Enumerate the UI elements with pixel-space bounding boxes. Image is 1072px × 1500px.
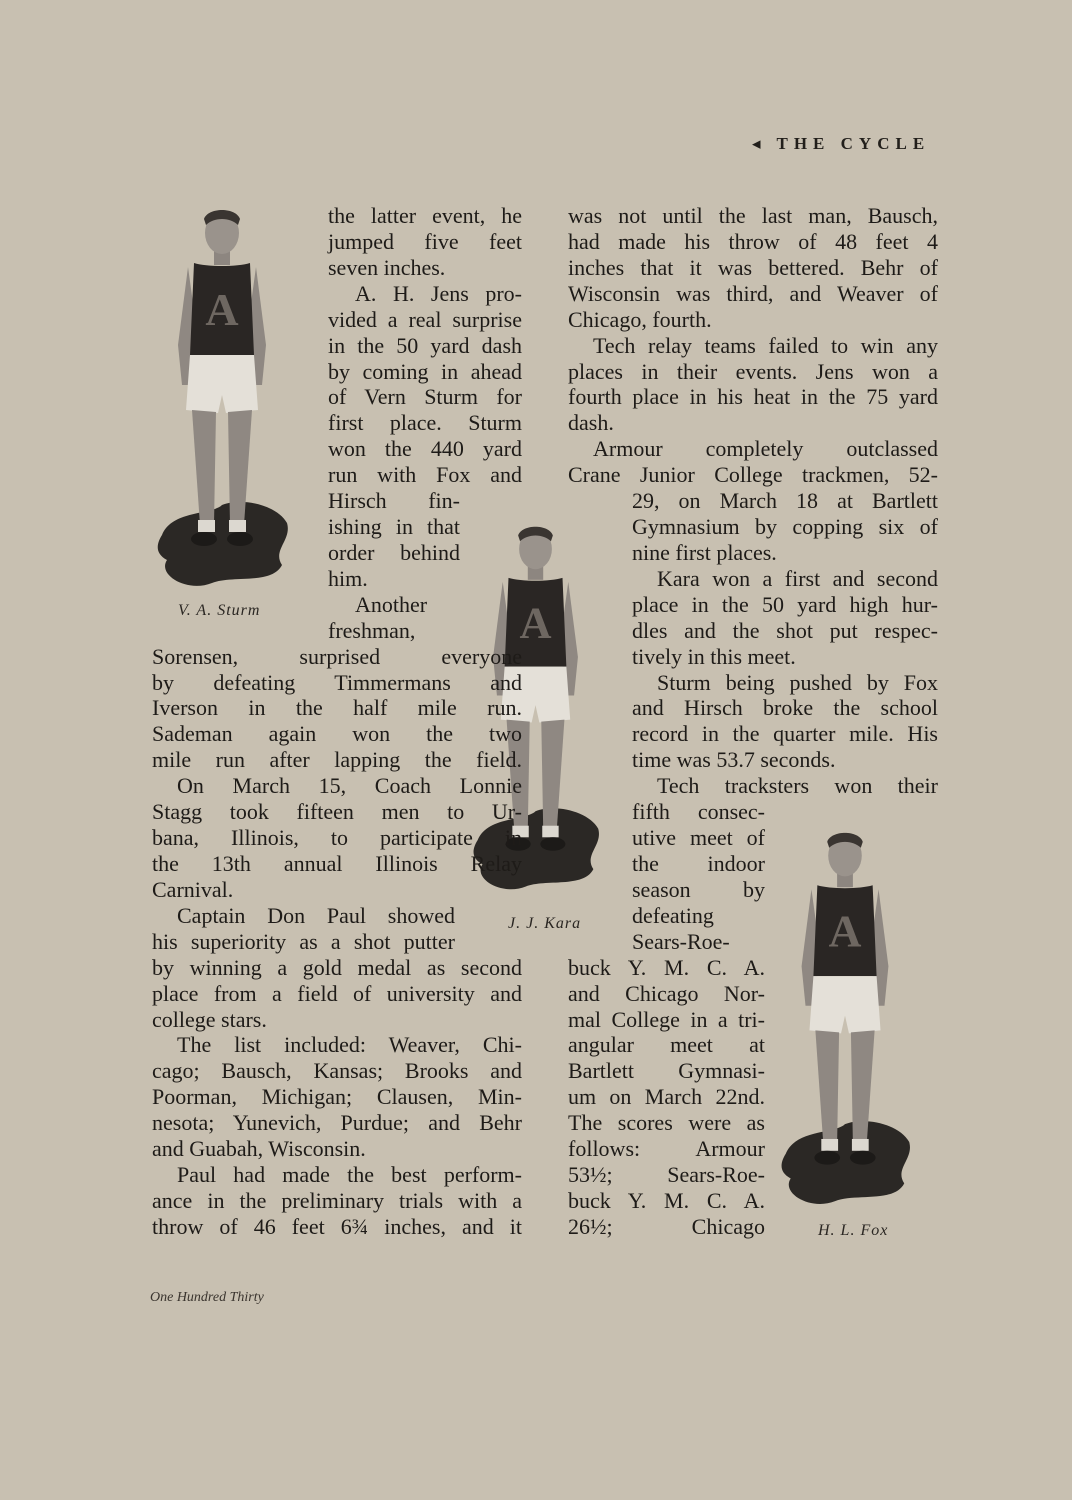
right-column-text-line: nine first places. (632, 539, 777, 565)
page-number: One Hundred Thirty (150, 1290, 264, 1305)
caption-kara: J. J. Kara (508, 915, 582, 932)
right-column-text-line: um on March 22nd. (568, 1084, 765, 1110)
right-column-text-line: Armour completely outclassed (593, 436, 938, 462)
left-column-text-line: and Guabah, Wisconsin. (152, 1136, 366, 1162)
left-column-text-line: Stagg took fifteen men to Ur- (152, 799, 522, 825)
left-column-text-line: throw of 46 feet 6¾ inches, and it (152, 1213, 522, 1239)
left-column-text-line: seven inches. (328, 254, 446, 280)
left-column-text-line: the latter event, he (328, 203, 522, 228)
left-column-text-line: his superiority as a shot putter (152, 928, 455, 954)
left-column-text-line: freshman, (328, 617, 416, 643)
right-column-text-line: place in the 50 yard high hur- (632, 591, 938, 617)
right-column-text-line: was not until the last man, Bausch, (568, 203, 938, 228)
right-column-text-line: mal College in a tri- (568, 1006, 765, 1032)
left-column-text-line: vided a real surprise (328, 306, 522, 332)
triangle-left-icon: ◂ (752, 134, 767, 153)
right-column-text-line: inches that it was bettered. Behr of (568, 254, 938, 280)
left-column-text-line: jumped five feet (328, 228, 522, 254)
right-column-text-line: Sears-Roe- (632, 928, 730, 954)
left-column-text-line: by coming in ahead (328, 358, 522, 384)
right-column-text-line: dles and the shot put respec- (632, 617, 938, 643)
left-column-text-line: won the 440 yard (328, 436, 522, 462)
right-column-text-line: follows: Armour (568, 1136, 765, 1162)
right-column-text-line: Chicago, fourth. (568, 306, 712, 332)
right-column-text-line: Kara won a first and second (657, 565, 938, 591)
right-column-text-line: season by (632, 876, 765, 902)
right-column-text-line: Crane Junior College trackmen, 52- (568, 462, 938, 488)
left-column-text-line: bana, Illinois, to participate in (152, 825, 522, 851)
right-column-text-line: and Hirsch broke the school (632, 695, 938, 721)
right-column-text-line: places in their events. Jens won a (568, 358, 938, 384)
right-column-text-line: angular meet at (568, 1032, 765, 1058)
right-column-text-line: 26½; Chicago (568, 1213, 765, 1239)
left-column-text-line: Hirsch fin- (328, 488, 460, 514)
right-column-text-line: The scores were as (568, 1110, 765, 1136)
left-column-text-line: Sorensen, surprised everyone (152, 643, 522, 669)
right-column-text-line: and Chicago Nor- (568, 980, 765, 1006)
photo-fox (775, 828, 915, 1213)
right-column-text-line: Tech tracksters won their (657, 773, 938, 799)
right-column-text-line: time was 53.7 seconds. (632, 747, 836, 773)
left-column-text-line: On March 15, Coach Lonnie (177, 773, 522, 799)
left-column-text-line: of Vern Sturm for (328, 384, 522, 410)
right-column-text-line: Gymnasium by copping six of (632, 514, 938, 540)
left-column-text-line: cago; Bausch, Kansas; Brooks and (152, 1058, 522, 1084)
left-column-text-line: Iverson in the half mile run. (152, 695, 522, 721)
left-column-text-line: Sademan again won the two (152, 721, 522, 747)
left-column-text-line: first place. Sturm (328, 410, 522, 436)
right-column-text-line: record in the quarter mile. His (632, 721, 938, 747)
left-column-text-line: by defeating Timmermans and (152, 669, 522, 695)
right-column-text-line: Tech relay teams failed to win any (593, 332, 938, 358)
left-column-text-line: in the 50 yard dash (328, 332, 522, 358)
caption-fox: H. L. Fox (818, 1222, 889, 1239)
left-column-text-line: Paul had made the best perform- (177, 1162, 522, 1188)
caption-sturm: V. A. Sturm (178, 602, 261, 619)
left-column-text-line: nesota; Yunevich, Purdue; and Behr (152, 1110, 522, 1136)
right-column-text-line: buck Y. M. C. A. (568, 954, 765, 980)
header-title: THE CYCLE (776, 134, 931, 153)
right-column-text-line: had made his throw of 48 feet 4 (568, 228, 938, 254)
left-column-text-line: college stars. (152, 1006, 267, 1032)
right-column-text-line: buck Y. M. C. A. (568, 1187, 765, 1213)
left-column-text-line: run with Fox and (328, 462, 522, 488)
left-column-text-line: Captain Don Paul showed (177, 902, 455, 928)
right-column-text-line: fifth consec- (632, 799, 765, 825)
left-column-text-line: mile run after lapping the field. (152, 747, 522, 773)
left-column-text-line: A. H. Jens pro- (355, 280, 522, 306)
right-column-text-line: 29, on March 18 at Bartlett (632, 488, 938, 514)
running-header (752, 134, 930, 154)
right-column-text-line: the indoor (632, 851, 765, 876)
right-column-text-line: dash. (568, 410, 614, 436)
right-column-text-line: utive meet of (632, 825, 765, 851)
right-column-text-line: 53½; Sears-Roe- (568, 1162, 765, 1188)
left-column-text-line: order behind (328, 539, 460, 565)
right-column-text-line: fourth place in his heat in the 75 yard (568, 384, 938, 410)
left-column-text-line: by winning a gold medal as second (152, 954, 522, 980)
left-column-text-line: The list included: Weaver, Chi- (177, 1032, 522, 1058)
left-column-text-line: Another (355, 591, 428, 617)
left-column-text-line: place from a field of university and (152, 980, 522, 1006)
left-column-text-line: him. (328, 565, 368, 591)
right-column-text-line: tively in this meet. (632, 643, 796, 669)
left-column-text-line: Poorman, Michigan; Clausen, Min- (152, 1084, 522, 1110)
right-column-text-line: defeating (632, 902, 714, 928)
left-column-text-line: ance in the preliminary trials with a (152, 1187, 522, 1213)
left-column-text-line: Carnival. (152, 876, 234, 902)
right-column-text-line: Sturm being pushed by Fox (657, 669, 938, 695)
photo-sturm (152, 205, 292, 595)
right-column-text-line: Wisconsin was third, and Weaver of (568, 280, 938, 306)
left-column-text-line: the 13th annual Illinois Relay (152, 851, 522, 876)
left-column-text-line: ishing in that (328, 514, 460, 540)
right-column-text-line: Bartlett Gymnasi- (568, 1058, 765, 1084)
